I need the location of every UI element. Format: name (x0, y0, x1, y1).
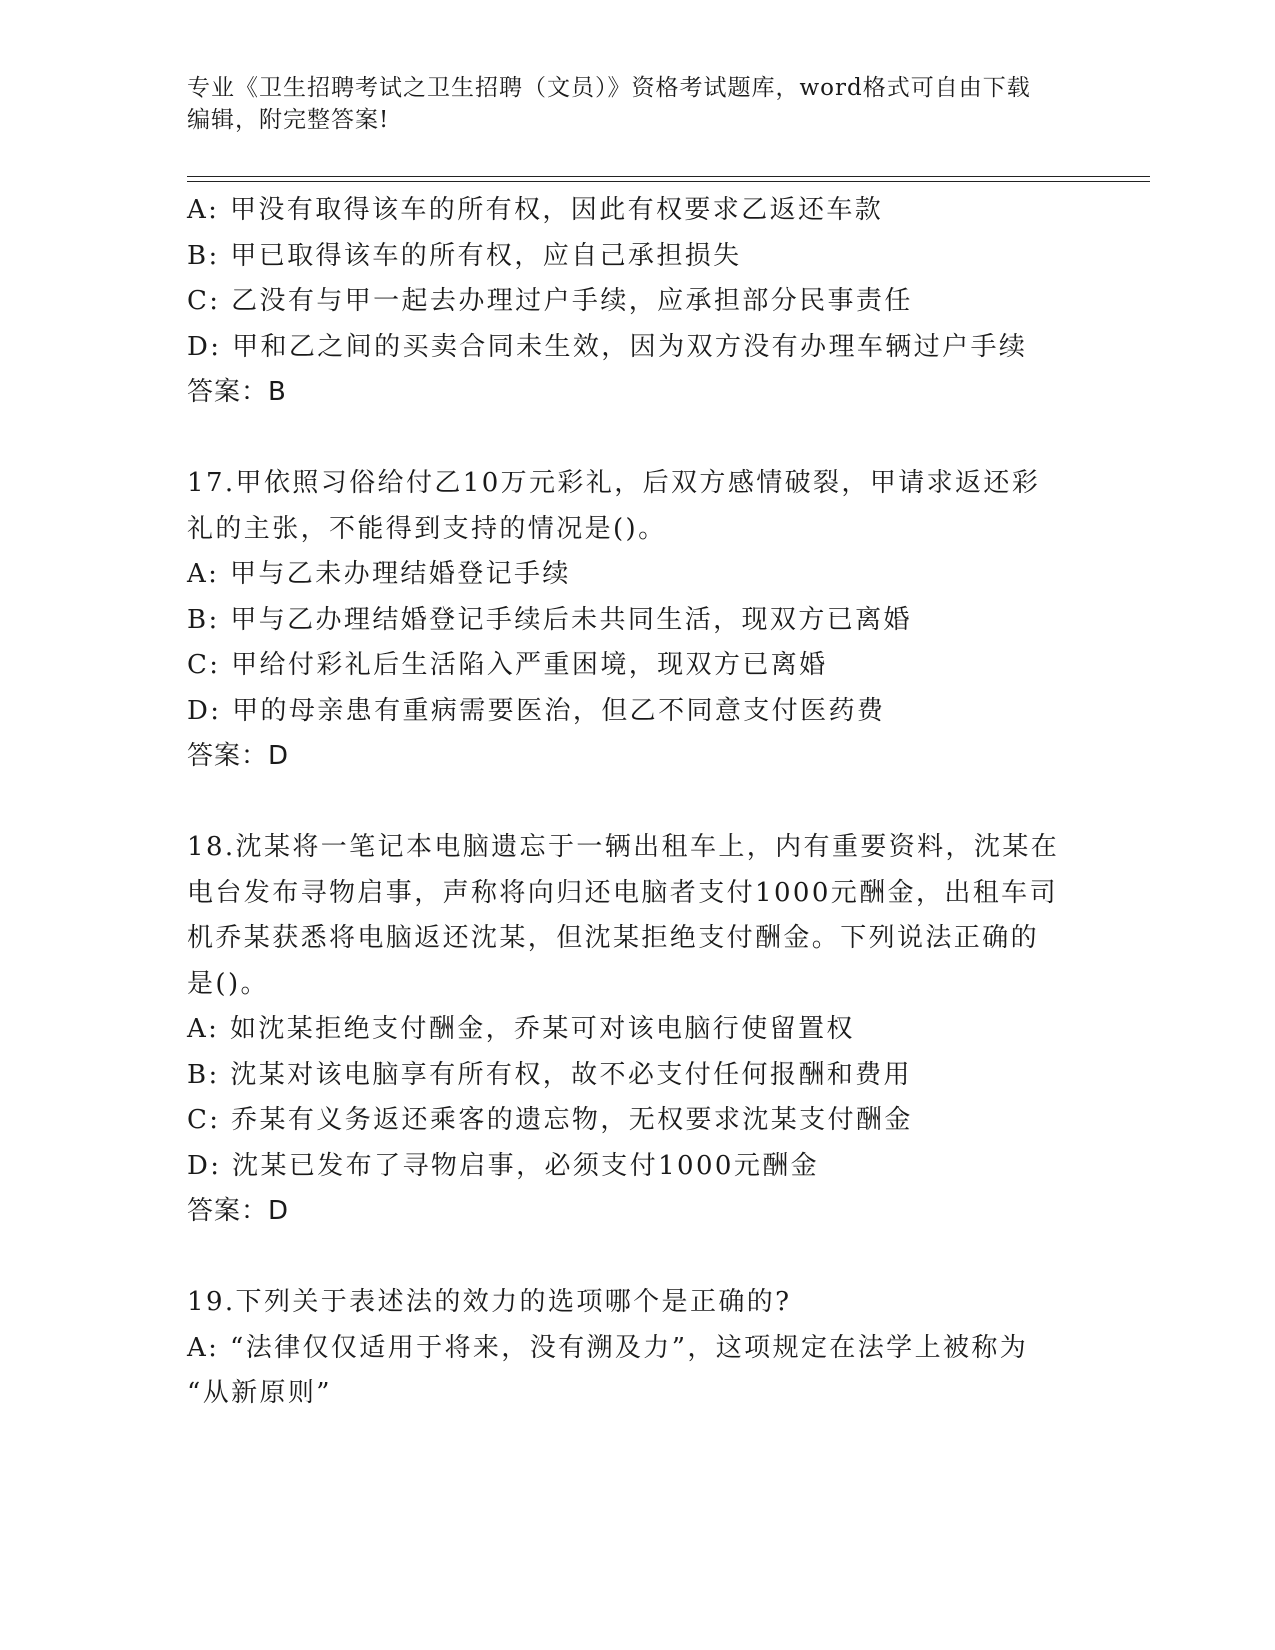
spacer (187, 416, 1077, 462)
spacer (187, 780, 1077, 826)
option-b: B: 甲已取得该车的所有权，应自己承担损失 (187, 240, 742, 271)
option-c: C: 乙没有与甲一起去办理过户手续，应承担部分民事责任 (187, 286, 913, 316)
question-stem-line: 是()。 (187, 968, 269, 999)
header-line-2: 编辑，附完整答案! (187, 107, 390, 133)
answer: 答案：B (187, 377, 287, 407)
option-d: D: 沈某已发布了寻物启事，必须支付1000元酬金 (187, 1150, 820, 1181)
option-b: B: 沈某对该电脑享有所有权，故不必支付任何报酬和费用 (187, 1059, 912, 1090)
question-stem-line: 17.甲依照习俗给付乙10万元彩礼，后双方感情破裂，甲请求返还彩 (187, 468, 1041, 498)
option-d: D: 甲的母亲患有重病需要医治，但乙不同意支付医药费 (187, 695, 886, 726)
question-17 (187, 461, 1077, 780)
option-a: A: “法律仅仅适用于将来，没有溯及力”，这项规定在法学上被称为 (187, 1332, 1029, 1363)
question-stem-line: 机乔某获悉将电脑返还沈某，但沈某拒绝支付酬金。下列说法正确的 (187, 923, 1040, 953)
question-stem-line: 礼的主张，不能得到支持的情况是()。 (187, 513, 667, 544)
option-d: D: 甲和乙之间的买卖合同未生效，因为双方没有办理车辆过户手续 (187, 331, 1028, 362)
header-line-1: 专业《卫生招聘考试之卫生招聘（文员）》资格考试题库，word格式可自由下载 (187, 75, 1031, 101)
question-19 (187, 1280, 1077, 1417)
option-a: A: 如沈某拒绝支付酬金，乔某可对该电脑行使留置权 (187, 1014, 855, 1044)
question-stem-line: 18.沈某将一笔记本电脑遗忘于一辆出租车上，内有重要资料，沈某在 (187, 832, 1060, 862)
option-c: C: 乔某有义务返还乘客的遗忘物，无权要求沈某支付酬金 (187, 1105, 913, 1135)
header-divider-bottom (187, 181, 1150, 182)
option-a-continued: “从新原则” (187, 1378, 332, 1408)
answer: 答案：D (187, 741, 290, 771)
header-divider-top (187, 176, 1150, 177)
answer: 答案：D (187, 1196, 290, 1226)
question-list (187, 188, 1077, 1417)
option-a: A: 甲没有取得该车的所有权，因此有权要求乙返还车款 (187, 195, 884, 225)
question-stem-line: 电台发布寻物启事，声称将向归还电脑者支付1000元酬金，出租车司 (187, 877, 1058, 908)
question-18 (187, 825, 1077, 1235)
option-a: A: 甲与乙未办理结婚登记手续 (187, 559, 571, 589)
option-b: B: 甲与乙办理结婚登记手续后未共同生活，现双方已离婚 (187, 604, 912, 635)
spacer (187, 1235, 1077, 1281)
question-stem-line: 19.下列关于表述法的效力的选项哪个是正确的? (187, 1287, 792, 1317)
document-header (187, 72, 1067, 136)
question-16 (187, 188, 1077, 416)
option-c: C: 甲给付彩礼后生活陷入严重困境，现双方已离婚 (187, 650, 828, 680)
